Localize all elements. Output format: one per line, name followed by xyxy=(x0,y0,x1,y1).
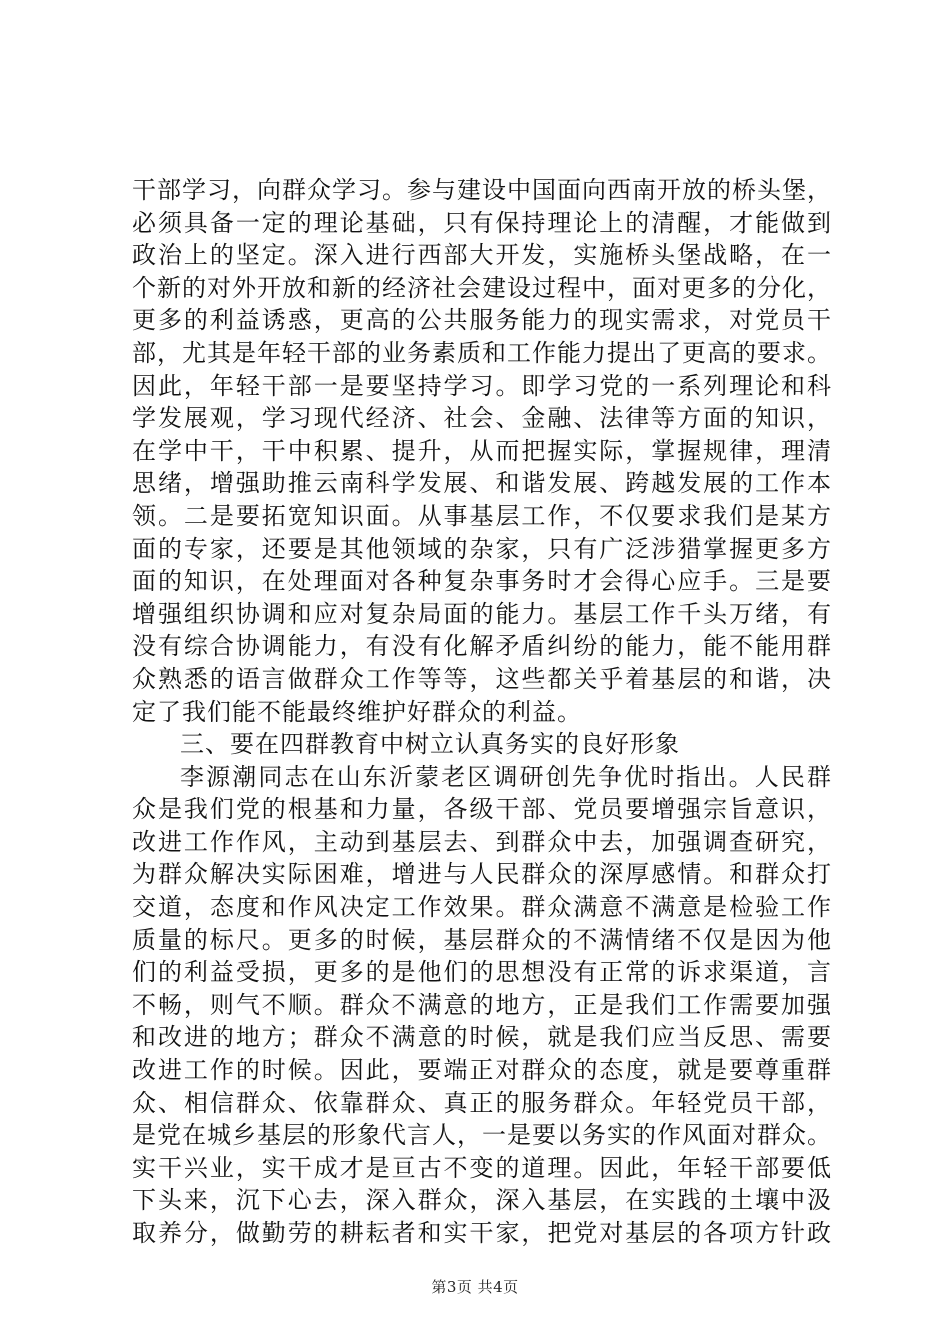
text-line: 部，尤其是年轻干部的业务素质和工作能力提出了更高的要求。 xyxy=(132,338,832,367)
text-line: 质量的标尺。更多的时候，基层群众的不满情绪不仅是因为他 xyxy=(132,925,832,954)
text-line: 在学中干，干中积累、提升，从而把握实际，掌握规律，理清 xyxy=(132,436,832,465)
text-line: 众、相信群众、依靠群众、真正的服务群众。年轻党员干部， xyxy=(132,1088,832,1117)
text-line: 改进工作作风，主动到基层去、到群众中去，加强调查研究， xyxy=(132,827,832,856)
text-line: 改进工作的时候。因此，要端正对群众的态度，就是要尊重群 xyxy=(132,1056,832,1085)
text-line: 不畅，则气不顺。群众不满意的地方，正是我们工作需要加强 xyxy=(132,990,832,1019)
text-line: 交道，态度和作风决定工作效果。群众满意不满意是检验工作 xyxy=(132,893,832,922)
text-line: 增强组织协调和应对复杂局面的能力。基层工作千头万绪，有 xyxy=(132,599,832,628)
text-line: 学发展观，学习现代经济、社会、金融、法律等方面的知识， xyxy=(132,404,832,433)
paragraph-1 xyxy=(132,174,832,728)
paragraph-2 xyxy=(132,761,832,1250)
text-line: 必须具备一定的理论基础，只有保持理论上的清醒，才能做到 xyxy=(132,208,832,237)
document-body xyxy=(132,174,832,1250)
text-line: 面的专家，还要是其他领域的杂家，只有广泛涉猎掌握更多方 xyxy=(132,534,832,563)
page-footer: 第3页 共4页 xyxy=(431,1278,519,1296)
text-line: 面的知识，在处理面对各种复杂事务时才会得心应手。三是要 xyxy=(132,567,832,596)
text-line: 众熟悉的语言做群众工作等等，这些都关乎着基层的和谐，决 xyxy=(132,664,832,693)
text-line: 李源潮同志在山东沂蒙老区调研创先争优时指出。人民群 xyxy=(180,762,832,791)
text-line: 没有综合协调能力，有没有化解矛盾纠纷的能力，能不能用群 xyxy=(132,632,832,661)
text-line: 个新的对外开放和新的经济社会建设过程中，面对更多的分化， xyxy=(132,273,832,302)
text-line: 思绪，增强助推云南科学发展、和谐发展、跨越发展的工作本 xyxy=(132,469,832,498)
text-line: 们的利益受损，更多的是他们的思想没有正常的诉求渠道，言 xyxy=(132,958,832,987)
text-line: 因此，年轻干部一是要坚持学习。即学习党的一系列理论和科 xyxy=(132,371,832,400)
text-line: 定了我们能不能最终维护好群众的利益。 xyxy=(132,697,582,726)
section-heading: 三、要在四群教育中树立认真务实的良好形象 xyxy=(180,730,680,759)
text-line: 领。二是要拓宽知识面。从事基层工作，不仅要求我们是某方 xyxy=(132,501,832,530)
text-line: 是党在城乡基层的形象代言人，一是要以务实的作风面对群众。 xyxy=(132,1121,832,1150)
text-line: 和改进的地方；群众不满意的时候，就是我们应当反思、需要 xyxy=(132,1023,832,1052)
text-line: 为群众解决实际困难，增进与人民群众的深厚感情。和群众打 xyxy=(132,860,832,889)
text-line: 取养分，做勤劳的耕耘者和实干家，把党对基层的各项方针政 xyxy=(132,1219,832,1247)
text-line: 实干兴业，实干成才是亘古不变的道理。因此，年轻干部要低 xyxy=(132,1153,832,1182)
text-line: 下头来，沉下心去，深入群众，深入基层，在实践的土壤中汲 xyxy=(132,1186,832,1215)
text-line: 众是我们党的根基和力量，各级干部、党员要增强宗旨意识， xyxy=(132,795,832,824)
text-line: 干部学习，向群众学习。参与建设中国面向西南开放的桥头堡， xyxy=(132,176,832,204)
text-line: 政治上的坚定。深入进行西部大开发，实施桥头堡战略，在一 xyxy=(132,241,832,270)
text-line: 更多的利益诱惑，更高的公共服务能力的现实需求，对党员干 xyxy=(132,306,832,335)
